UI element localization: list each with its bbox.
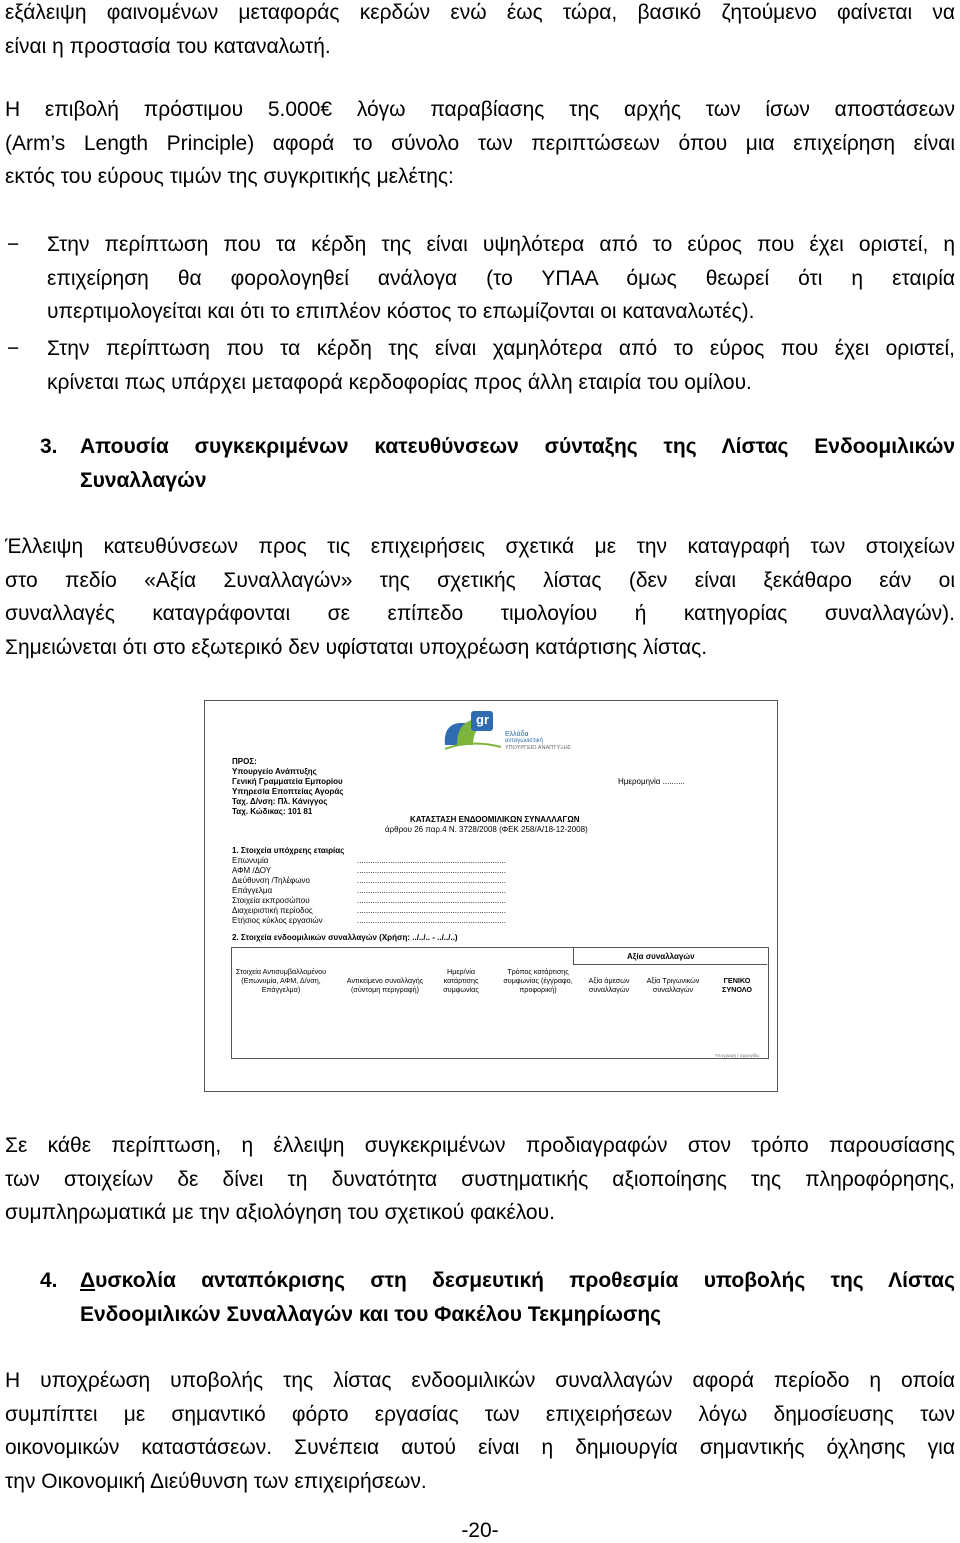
heading-number: 4. xyxy=(40,1269,58,1292)
after-figure-paragraph xyxy=(5,1129,955,1230)
bullet-dash: − xyxy=(7,337,20,360)
intro-paragraph xyxy=(5,0,955,63)
form-footer-note: Υπογραφή / σφραγίδα xyxy=(714,1053,759,1058)
bullet-dash: − xyxy=(7,233,20,256)
text-line: Έλλειψη κατευθύνσεων προς τις επιχειρήσεις σχετικά με την καταγραφή των στοιχείων xyxy=(5,535,955,558)
text-line: Στην περίπτωση που τα κέρδη της είναι χαμηλότερα από το εύρος που έχει οριστεί, xyxy=(47,337,955,360)
column-header: Στοιχεία Αντισυμβαλλομένου (Επωνυμία, ΑΦΜ, Δ/νση, Επάγγελμα) xyxy=(235,967,327,994)
date-field: Ημερομηνία .......... xyxy=(618,777,685,786)
heading-line xyxy=(80,1264,955,1298)
text-line: εξάλειψη φαινομένων μεταφοράς κερδών ενώ έως τώρα, βασικό ζητούμενο φαίνεται να xyxy=(5,1,955,24)
recipient-line: Ταχ. Κώδικας: 101 81 xyxy=(232,807,313,816)
page-number: -20- xyxy=(461,1519,499,1542)
text-line: Στην περίπτωση που τα κέρδη της είναι υψηλότερα από το εύρος που έχει οριστεί, η xyxy=(47,233,955,256)
section2-title: 2. Στοιχεία ενδοομιλικών συναλλαγών (Χρήση: ../../.. - ../../..) xyxy=(232,933,458,942)
company-field-label: Επάγγελμα xyxy=(232,886,273,895)
logo-sub-line: ΥΠΟΥΡΓΕΙΟ ΑΝΑΠΤΥΞΗΣ xyxy=(505,745,572,751)
text-line: στο πεδίο «Αξία Συναλλαγών» της σχετικής λίστας (δεν είναι ξεκάθαρο εάν οι xyxy=(5,568,955,592)
recipient-line: Υπηρεσία Εποπτείας Αγοράς xyxy=(232,787,344,796)
section4-paragraph xyxy=(5,1364,955,1498)
section-heading-3 xyxy=(40,430,955,497)
to-label: ΠΡΟΣ: xyxy=(232,757,257,766)
text-line: εκτός του εύρους τιμών της συγκριτικής μελέτης: xyxy=(5,165,454,189)
text-line: επιχείρηση θα φορολογηθεί ανάλογα (το ΥΠΑΑ όμως θεωρεί ότι η εταιρία xyxy=(47,266,955,290)
recipient-line: Γενική Γραμματεία Εμπορίου xyxy=(232,777,343,786)
section3-paragraph xyxy=(5,530,955,664)
field-dots: ................................................................... xyxy=(357,886,506,895)
text-line: Σε κάθε περίπτωση, η έλλειψη συγκεκριμένων προδιαγραφών στον τρόπο παρουσίασης xyxy=(5,1134,955,1157)
logo-text: gr xyxy=(476,712,489,727)
text-line: των στοιχείων δε δίνει τη δυνατότητα συστηματικής αξιοποίησης της πληροφόρησης, xyxy=(5,1167,955,1191)
penalty-paragraph xyxy=(5,93,955,194)
heading-number: 3. xyxy=(40,435,58,458)
column-header: Αξία Τριγωνικών συναλλαγών xyxy=(646,976,700,994)
column-header: ΓΕΝΙΚΟ ΣΥΝΟΛΟ xyxy=(722,976,752,994)
field-dots: ................................................................... xyxy=(357,856,506,865)
column-header: Αντικείμενο συναλλαγής (σύντομη περιγραφή) xyxy=(346,976,424,994)
section1-title: 1. Στοιχεία υπόχρεης εταιρίας xyxy=(232,846,345,855)
text-line: υπερτιμολογείται και ότι το επιπλέον κόστος το επωμίζονται οι καταναλωτές). xyxy=(47,300,755,324)
text-line: Η υποχρέωση υποβολής της λίστας ενδοομιλικών συναλλαγών αφορά περίοδο η οποία xyxy=(5,1369,955,1392)
field-dots: ................................................................... xyxy=(357,916,506,925)
form-title: ΚΑΤΑΣΤΑΣΗ ΕΝΔΟΟΜΙΛΙΚΩΝ ΣΥΝΑΛΛΑΓΩΝ xyxy=(410,815,580,824)
bullet-item-lower-profits xyxy=(5,332,955,399)
text-line: (Arm’s Length Principle) αφορά το σύνολο των περιπτώσεων όπου μια επιχείρηση είναι xyxy=(5,131,955,155)
company-field-label: Διαχειριστική περίοδος xyxy=(232,906,313,915)
recipient-line: Υπουργείο Ανάπτυξης xyxy=(232,767,317,776)
text-line: την Οικονομική Διεύθυνση των επιχειρήσεων. xyxy=(5,1469,427,1493)
company-field-label: Επωνυμία xyxy=(232,856,269,865)
recipient-line: Ταχ. Δ/νση: Πλ. Κάνιγγος xyxy=(232,797,328,806)
column-header: Τρόπος κατάρτισης συμφωνίας (έγγραφο, προφορική) xyxy=(503,967,573,994)
company-field-label: ΑΦΜ /ΔΟΥ xyxy=(232,866,272,875)
text-line: κρίνεται πως υπάρχει μεταφορά κερδοφορίας προς άλλη εταιρία του ομίλου. xyxy=(47,370,752,394)
section-heading-4 xyxy=(40,1264,955,1331)
field-dots: ................................................................... xyxy=(357,876,506,885)
column-header: Αξία άμεσων συναλλαγών xyxy=(588,976,630,994)
logo-sub-line: Ελλάδα xyxy=(505,731,529,738)
heading-text: υσκολία ανταπόκρισης στη δεσμευτική προθεσμία υποβολής της Λίστας xyxy=(95,1269,955,1292)
intragroup-transactions-form-figure xyxy=(204,700,778,1092)
field-dots: ................................................................... xyxy=(357,866,506,875)
heading-line: Απουσία συγκεκριμένων κατευθύνσεων σύνταξης της Λίστας Ενδοομιλικών xyxy=(80,435,955,458)
company-field-label: Στοιχεία εκπροσώπου xyxy=(232,896,310,905)
heading-line: Συναλλαγών xyxy=(80,468,207,492)
company-field-label: Ετήσιος κύκλος εργασιών xyxy=(232,916,323,925)
field-dots: ................................................................... xyxy=(357,906,506,915)
heading-underlined-letter: Δ xyxy=(80,1269,96,1292)
text-line: Σημειώνεται ότι στο εξωτερικό δεν υφίσταται υποχρέωση κατάρτισης λίστας. xyxy=(5,635,708,659)
logo-sub-line: ανταγωνιστική xyxy=(505,738,543,744)
text-line: οικονομικών καταστάσεων. Συνέπεια αυτού είναι η δημιουργία σημαντικής όχλησης για xyxy=(5,1436,955,1460)
value-header: Αξία συναλλαγών xyxy=(627,952,695,961)
text-line: συμπίπτει με σημαντικό φόρτο εργασίας των επιχειρήσεων λόγω δημοσίευσης των xyxy=(5,1402,955,1426)
field-dots: ................................................................... xyxy=(357,896,506,905)
text-line: είναι η προστασία του καταναλωτή. xyxy=(5,34,331,58)
column-header: Ημερ/νία κατάρτισης συμφωνίας xyxy=(443,967,479,994)
text-line: συμπληρωματικά με την αξιολόγηση του σχετικού φακέλου. xyxy=(5,1201,555,1225)
company-field-label: Διεύθυνση /Τηλέφωνο xyxy=(232,876,310,885)
text-line: Η επιβολή πρόστιμου 5.000€ λόγω παραβίασης της αρχής των ίσων αποστάσεων xyxy=(5,98,955,121)
bullet-item-higher-profits xyxy=(5,228,955,329)
form-subtitle: άρθρου 26 παρ.4 Ν. 3728/2008 (ΦΕΚ 258/Α/18-12-2008) xyxy=(385,825,588,834)
text-line: συναλλαγές καταγράφονται σε επίπεδο τιμολογίου ή κατηγορίας συναλλαγών). xyxy=(5,602,955,626)
heading-line: Ενδοομιλικών Συναλλαγών και του Φακέλου Τεκμηρίωσης xyxy=(80,1302,662,1326)
logo-subtext xyxy=(505,731,571,751)
